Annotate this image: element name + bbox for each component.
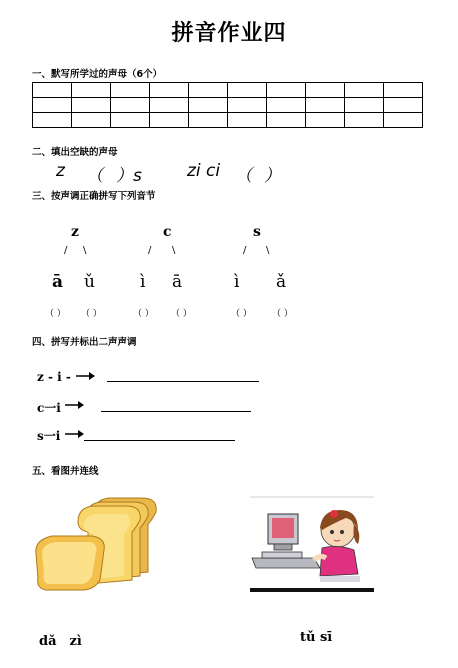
answer-line[interactable] <box>107 381 259 382</box>
answer-line[interactable] <box>101 411 251 412</box>
answer-paren[interactable]: （ ） <box>272 309 293 319</box>
page-title: 拼音作业四 <box>171 21 287 46</box>
section-2-heading: 二、填出空缺的声母 <box>32 147 118 158</box>
vowel: ā <box>52 272 64 292</box>
grid-cell[interactable] <box>111 113 150 128</box>
initial-s: s <box>253 224 261 240</box>
vowel: ǎ <box>276 272 287 292</box>
grid-cell[interactable] <box>72 98 111 113</box>
grid-cell[interactable] <box>33 98 72 113</box>
arrow-icon <box>65 429 85 439</box>
grid-cell[interactable] <box>306 113 345 128</box>
vowel: ǔ <box>84 272 95 292</box>
answer-line[interactable] <box>84 440 235 441</box>
grid-cell[interactable] <box>33 83 72 98</box>
answer-paren[interactable]: （ ） <box>81 309 102 319</box>
vowel: ì <box>234 272 240 292</box>
branch-left: / <box>148 245 152 256</box>
grid-row <box>33 113 423 128</box>
grid-cell[interactable] <box>345 98 384 113</box>
grid-cell[interactable] <box>384 83 423 98</box>
token: ）s <box>116 166 142 186</box>
vowel: ì <box>140 272 146 292</box>
initial-z: z <box>71 224 79 240</box>
answer-paren[interactable]: （ ） <box>231 309 252 319</box>
grid-cell[interactable] <box>111 98 150 113</box>
token: zi ci <box>187 161 221 181</box>
grid-cell[interactable] <box>33 113 72 128</box>
grid-cell[interactable] <box>72 113 111 128</box>
answer-paren[interactable]: （ ） <box>133 309 154 319</box>
token[interactable]: （ <box>86 166 103 186</box>
pinyin-word[interactable]: tǔ sī <box>300 630 333 645</box>
token[interactable]: （ <box>235 166 252 186</box>
arrow-icon <box>65 400 85 410</box>
answer-grid <box>32 82 423 128</box>
answer-paren[interactable]: （ ） <box>45 309 66 319</box>
spell-row-label: s一i <box>37 429 61 443</box>
grid-cell[interactable] <box>384 113 423 128</box>
answer-paren[interactable]: （ ） <box>171 309 192 319</box>
grid-cell[interactable] <box>150 98 189 113</box>
grid-cell[interactable] <box>345 113 384 128</box>
section-4-heading: 四、拼写并标出二声声调 <box>32 337 137 348</box>
branch-right: \ <box>83 245 87 256</box>
section-3-heading: 三、按声调正确拼写下列音节 <box>32 191 156 202</box>
grid-cell[interactable] <box>72 83 111 98</box>
branch-right: \ <box>172 245 176 256</box>
section-5-heading: 五、看图并连线 <box>32 466 99 477</box>
grid-cell[interactable] <box>189 113 228 128</box>
grid-cell[interactable] <box>189 98 228 113</box>
grid-cell[interactable] <box>267 113 306 128</box>
token: ） <box>264 166 281 186</box>
spell-row-label: c一i <box>37 401 61 415</box>
grid-cell[interactable] <box>111 83 150 98</box>
initial-c: c <box>163 224 172 240</box>
grid-cell[interactable] <box>267 98 306 113</box>
section-1-heading: 一、默写所学过的声母（6个） <box>32 69 163 80</box>
grid-cell[interactable] <box>228 98 267 113</box>
grid-cell[interactable] <box>189 83 228 98</box>
grid-cell[interactable] <box>306 98 345 113</box>
grid-cell[interactable] <box>384 98 423 113</box>
grid-cell[interactable] <box>306 83 345 98</box>
grid-cell[interactable] <box>150 113 189 128</box>
grid-cell[interactable] <box>345 83 384 98</box>
arrow-icon <box>76 371 96 381</box>
grid-row <box>33 83 423 98</box>
grid-cell[interactable] <box>228 83 267 98</box>
typing-picture[interactable] <box>250 496 374 594</box>
branch-left: / <box>243 245 247 256</box>
grid-cell[interactable] <box>267 83 306 98</box>
token: z <box>56 161 65 181</box>
grid-cell[interactable] <box>228 113 267 128</box>
bread-picture[interactable] <box>34 494 162 594</box>
branch-right: \ <box>266 245 270 256</box>
spell-row-label: z - i - <box>37 370 71 384</box>
grid-cell[interactable] <box>150 83 189 98</box>
pinyin-word[interactable]: dǎ zì <box>39 634 82 649</box>
vowel: ā <box>172 272 183 292</box>
grid-row <box>33 98 423 113</box>
branch-left: / <box>64 245 68 256</box>
